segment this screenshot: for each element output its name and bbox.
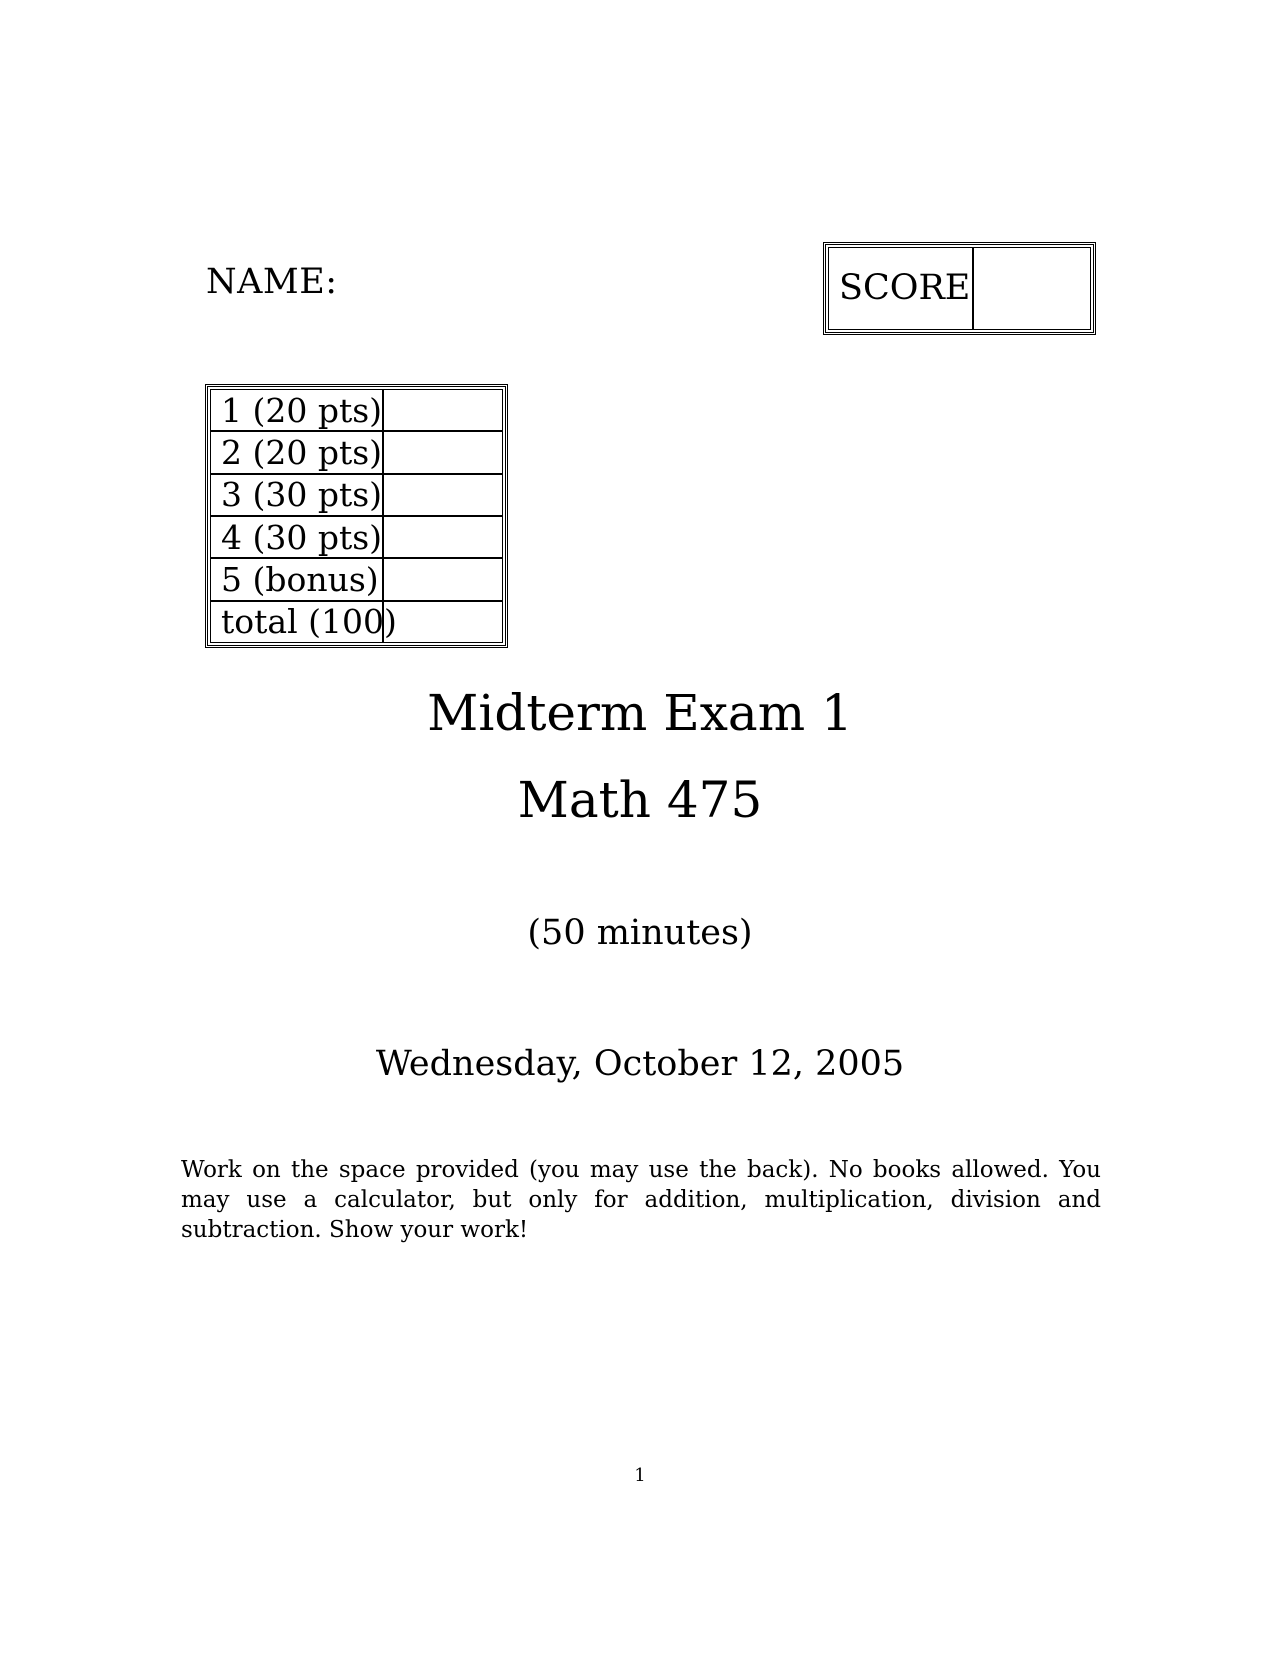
- score-label: SCORE: [829, 248, 974, 329]
- points-row: [211, 559, 502, 601]
- points-row-label: total (100): [211, 602, 384, 642]
- name-label: NAME:: [206, 262, 338, 302]
- points-row-value[interactable]: [384, 602, 502, 642]
- points-row-value[interactable]: [384, 390, 502, 430]
- points-row-value[interactable]: [384, 517, 502, 557]
- points-table: [205, 384, 508, 648]
- points-row: [211, 475, 502, 517]
- points-row-label: 4 (30 pts): [211, 517, 384, 557]
- points-row: [211, 432, 502, 474]
- exam-duration: (50 minutes): [527, 913, 753, 953]
- points-row-value[interactable]: [384, 559, 502, 599]
- score-value-field[interactable]: [974, 248, 1090, 329]
- points-row-value[interactable]: [384, 432, 502, 472]
- page-number: 1: [634, 1465, 646, 1486]
- points-row-label: 3 (30 pts): [211, 475, 384, 515]
- points-row-label: 2 (20 pts): [211, 432, 384, 472]
- points-row-value[interactable]: [384, 475, 502, 515]
- points-row-label: 5 (bonus): [211, 559, 384, 599]
- exam-title: Midterm Exam 1: [427, 684, 853, 742]
- score-box: [823, 242, 1096, 335]
- points-row: [211, 517, 502, 559]
- points-row-label: 1 (20 pts): [211, 390, 384, 430]
- exam-instructions: Work on the space provided (you may use the back). No books allowed. You may use a calculator, but only for addition, multiplication, division and subtraction. Show your work!: [181, 1157, 1101, 1243]
- course-title: Math 475: [517, 771, 763, 829]
- points-row-total: [211, 602, 502, 642]
- exam-date: Wednesday, October 12, 2005: [375, 1044, 905, 1084]
- points-row: [211, 390, 502, 432]
